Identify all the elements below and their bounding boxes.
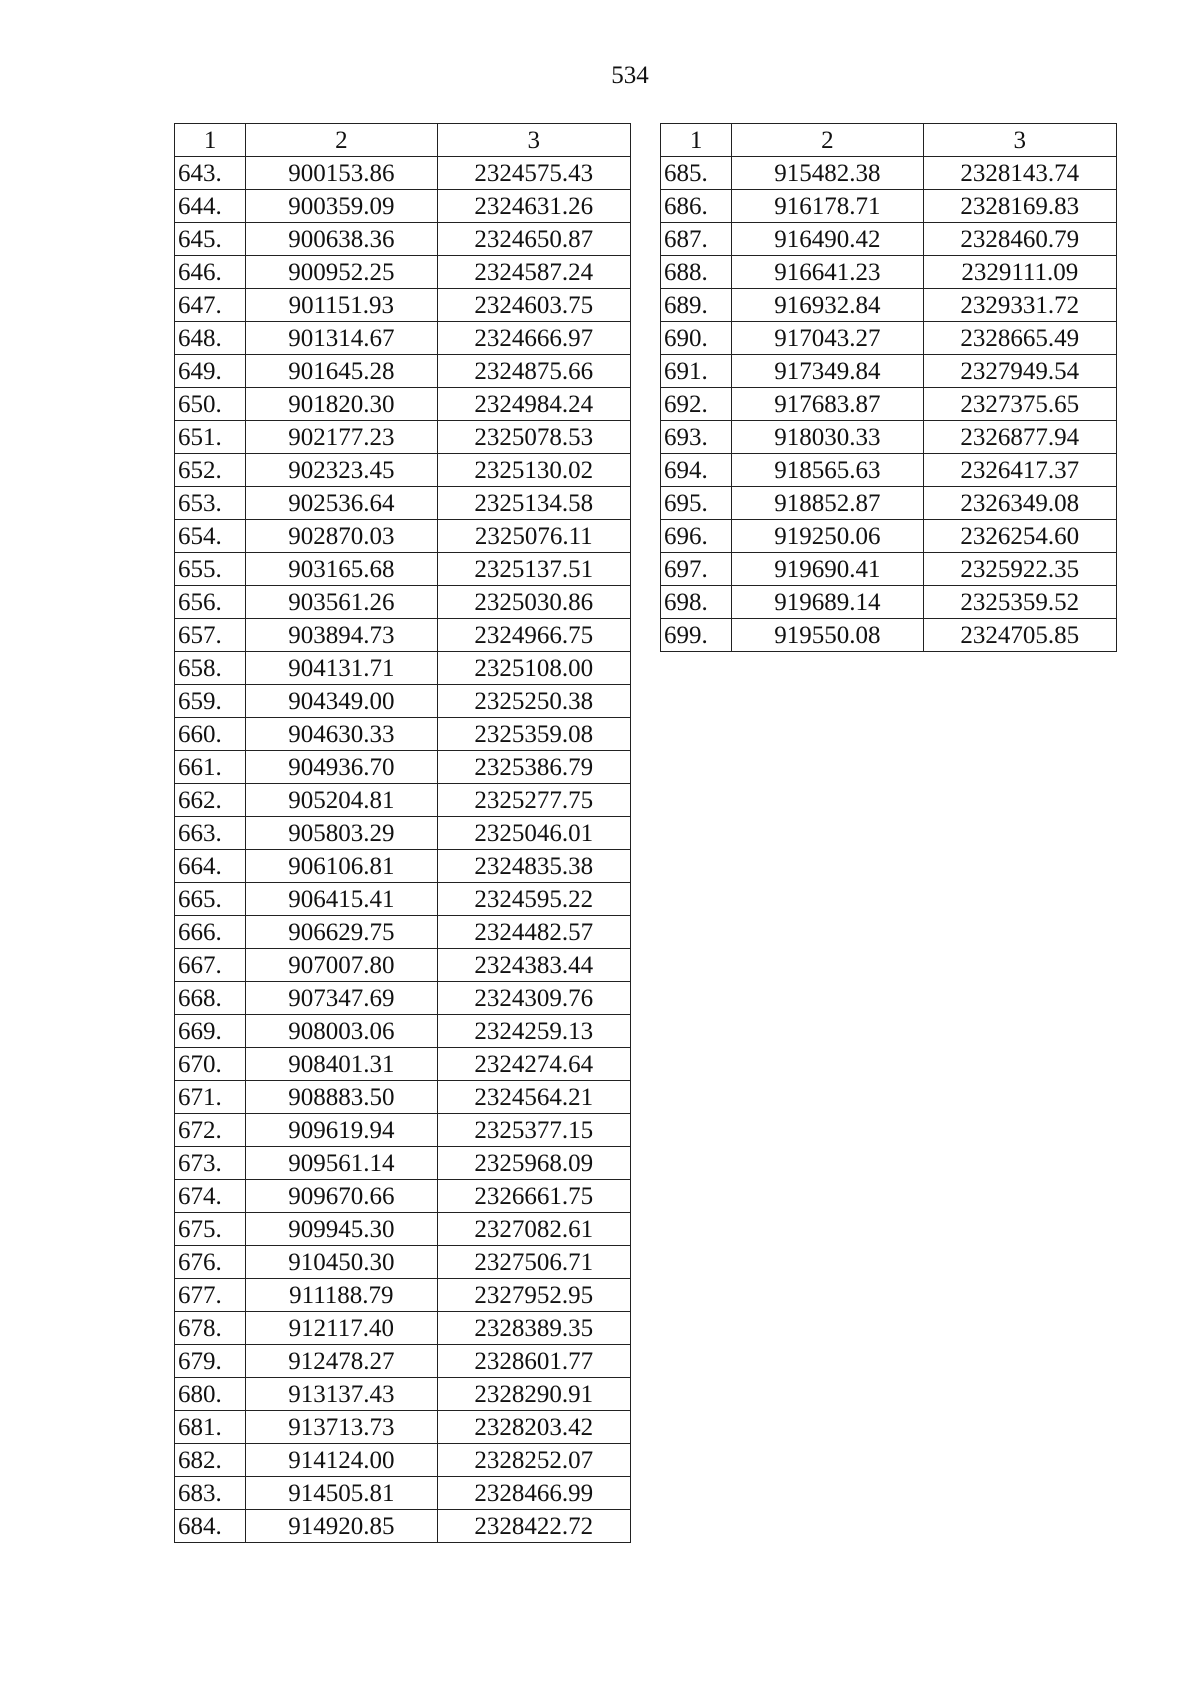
row-number-cell: 673. [175, 1147, 246, 1180]
row-number-cell: 652. [175, 454, 246, 487]
coordinate-y-cell: 2326661.75 [437, 1180, 630, 1213]
row-number-cell: 644. [175, 190, 246, 223]
coordinate-y-cell: 2329111.09 [923, 256, 1116, 289]
table-row [175, 586, 631, 619]
coordinate-y-cell: 2325386.79 [437, 751, 630, 784]
coordinate-x-cell: 907007.80 [246, 949, 437, 982]
page-number: 534 [611, 62, 649, 89]
table-row [175, 1378, 631, 1411]
coordinate-y-cell: 2328389.35 [437, 1312, 630, 1345]
table-row [175, 157, 631, 190]
table-row [661, 487, 1117, 520]
coordinate-x-cell: 914920.85 [246, 1510, 437, 1543]
coordinate-y-cell: 2327952.95 [437, 1279, 630, 1312]
table-row [175, 1312, 631, 1345]
row-number-cell: 643. [175, 157, 246, 190]
row-number-cell: 661. [175, 751, 246, 784]
coordinate-y-cell: 2324309.76 [437, 982, 630, 1015]
coordinate-x-cell: 908883.50 [246, 1081, 437, 1114]
coordinate-x-cell: 904936.70 [246, 751, 437, 784]
coordinates-table-left [174, 123, 631, 1543]
coordinate-x-cell: 917043.27 [732, 322, 923, 355]
row-number-cell: 649. [175, 355, 246, 388]
table-row [175, 421, 631, 454]
row-number-cell: 655. [175, 553, 246, 586]
row-number-cell: 676. [175, 1246, 246, 1279]
column-header-3: 3 [437, 124, 630, 157]
table-row [175, 982, 631, 1015]
coordinate-y-cell: 2325076.11 [437, 520, 630, 553]
row-number-cell: 686. [661, 190, 732, 223]
coordinate-y-cell: 2324705.85 [923, 619, 1116, 652]
row-number-cell: 693. [661, 421, 732, 454]
row-number-cell: 653. [175, 487, 246, 520]
coordinate-x-cell: 908003.06 [246, 1015, 437, 1048]
table-row [175, 718, 631, 751]
coordinate-y-cell: 2325046.01 [437, 817, 630, 850]
coordinates-table-right [660, 123, 1117, 652]
coordinate-y-cell: 2324564.21 [437, 1081, 630, 1114]
row-number-cell: 648. [175, 322, 246, 355]
coordinate-y-cell: 2324383.44 [437, 949, 630, 982]
coordinate-y-cell: 2327082.61 [437, 1213, 630, 1246]
table-row [175, 1510, 631, 1543]
coordinate-x-cell: 906415.41 [246, 883, 437, 916]
row-number-cell: 666. [175, 916, 246, 949]
table-row [175, 1444, 631, 1477]
row-number-cell: 657. [175, 619, 246, 652]
coordinate-x-cell: 902177.23 [246, 421, 437, 454]
coordinate-y-cell: 2325922.35 [923, 553, 1116, 586]
table-row [175, 553, 631, 586]
row-number-cell: 678. [175, 1312, 246, 1345]
coordinate-y-cell: 2324482.57 [437, 916, 630, 949]
coordinate-x-cell: 912117.40 [246, 1312, 437, 1345]
row-number-cell: 645. [175, 223, 246, 256]
coordinate-x-cell: 912478.27 [246, 1345, 437, 1378]
coordinate-y-cell: 2324875.66 [437, 355, 630, 388]
row-number-cell: 684. [175, 1510, 246, 1543]
row-number-cell: 682. [175, 1444, 246, 1477]
table-row [661, 619, 1117, 652]
coordinate-x-cell: 919250.06 [732, 520, 923, 553]
table-row [175, 1279, 631, 1312]
column-header-3: 3 [923, 124, 1116, 157]
row-number-cell: 651. [175, 421, 246, 454]
coordinate-x-cell: 902870.03 [246, 520, 437, 553]
coordinate-x-cell: 918030.33 [732, 421, 923, 454]
table-row [175, 388, 631, 421]
coordinate-y-cell: 2327375.65 [923, 388, 1116, 421]
table-row [175, 520, 631, 553]
table-row [661, 520, 1117, 553]
table-row [175, 817, 631, 850]
table-row [175, 223, 631, 256]
coordinate-y-cell: 2328665.49 [923, 322, 1116, 355]
coordinate-y-cell: 2328143.74 [923, 157, 1116, 190]
table-row [661, 388, 1117, 421]
coordinate-y-cell: 2325968.09 [437, 1147, 630, 1180]
row-number-cell: 681. [175, 1411, 246, 1444]
coordinate-x-cell: 916932.84 [732, 289, 923, 322]
coordinate-y-cell: 2328169.83 [923, 190, 1116, 223]
coordinate-y-cell: 2325108.00 [437, 652, 630, 685]
table-row [175, 1081, 631, 1114]
coordinate-y-cell: 2328466.99 [437, 1477, 630, 1510]
table-row [175, 883, 631, 916]
coordinate-x-cell: 916641.23 [732, 256, 923, 289]
table-row [175, 751, 631, 784]
coordinate-x-cell: 900153.86 [246, 157, 437, 190]
coordinate-y-cell: 2324595.22 [437, 883, 630, 916]
row-number-cell: 656. [175, 586, 246, 619]
table-row [661, 157, 1117, 190]
table-row [175, 256, 631, 289]
row-number-cell: 675. [175, 1213, 246, 1246]
coordinate-y-cell: 2328203.42 [437, 1411, 630, 1444]
row-number-cell: 692. [661, 388, 732, 421]
coordinate-x-cell: 915482.38 [732, 157, 923, 190]
coordinate-x-cell: 909561.14 [246, 1147, 437, 1180]
coordinate-y-cell: 2328422.72 [437, 1510, 630, 1543]
row-number-cell: 691. [661, 355, 732, 388]
row-number-cell: 674. [175, 1180, 246, 1213]
coordinate-x-cell: 914124.00 [246, 1444, 437, 1477]
row-number-cell: 680. [175, 1378, 246, 1411]
row-number-cell: 683. [175, 1477, 246, 1510]
coordinate-x-cell: 903561.26 [246, 586, 437, 619]
row-number-cell: 667. [175, 949, 246, 982]
table-row [175, 322, 631, 355]
table-row [175, 784, 631, 817]
coordinate-x-cell: 903894.73 [246, 619, 437, 652]
coordinate-y-cell: 2325134.58 [437, 487, 630, 520]
coordinate-y-cell: 2325359.08 [437, 718, 630, 751]
table-header-row [661, 124, 1117, 157]
row-number-cell: 672. [175, 1114, 246, 1147]
coordinate-y-cell: 2328252.07 [437, 1444, 630, 1477]
row-number-cell: 660. [175, 718, 246, 751]
coordinate-y-cell: 2327949.54 [923, 355, 1116, 388]
table-row [175, 916, 631, 949]
row-number-cell: 687. [661, 223, 732, 256]
row-number-cell: 688. [661, 256, 732, 289]
table-row [175, 619, 631, 652]
coordinate-x-cell: 906629.75 [246, 916, 437, 949]
coordinate-x-cell: 909945.30 [246, 1213, 437, 1246]
row-number-cell: 662. [175, 784, 246, 817]
coordinate-y-cell: 2325078.53 [437, 421, 630, 454]
row-number-cell: 659. [175, 685, 246, 718]
row-number-cell: 671. [175, 1081, 246, 1114]
table-row [175, 1246, 631, 1279]
row-number-cell: 689. [661, 289, 732, 322]
coordinate-y-cell: 2328290.91 [437, 1378, 630, 1411]
coordinate-y-cell: 2327506.71 [437, 1246, 630, 1279]
coordinate-y-cell: 2324835.38 [437, 850, 630, 883]
row-number-cell: 699. [661, 619, 732, 652]
table-row [661, 256, 1117, 289]
coordinate-x-cell: 914505.81 [246, 1477, 437, 1510]
coordinate-x-cell: 906106.81 [246, 850, 437, 883]
coordinate-x-cell: 908401.31 [246, 1048, 437, 1081]
coordinate-y-cell: 2326877.94 [923, 421, 1116, 454]
table-row [661, 586, 1117, 619]
coordinate-x-cell: 904630.33 [246, 718, 437, 751]
coordinate-x-cell: 903165.68 [246, 553, 437, 586]
row-number-cell: 658. [175, 652, 246, 685]
row-number-cell: 677. [175, 1279, 246, 1312]
coordinate-y-cell: 2324966.75 [437, 619, 630, 652]
table-row [175, 190, 631, 223]
coordinate-x-cell: 902536.64 [246, 487, 437, 520]
table-row [175, 289, 631, 322]
row-number-cell: 646. [175, 256, 246, 289]
coordinate-x-cell: 901314.67 [246, 322, 437, 355]
coordinate-x-cell: 904349.00 [246, 685, 437, 718]
coordinate-y-cell: 2324259.13 [437, 1015, 630, 1048]
column-header-1: 1 [175, 124, 246, 157]
coordinate-y-cell: 2324575.43 [437, 157, 630, 190]
coordinate-x-cell: 909619.94 [246, 1114, 437, 1147]
coordinate-y-cell: 2324650.87 [437, 223, 630, 256]
table-row [175, 1411, 631, 1444]
coordinate-x-cell: 900359.09 [246, 190, 437, 223]
coordinate-y-cell: 2326417.37 [923, 454, 1116, 487]
table-row [175, 355, 631, 388]
table-row [175, 1015, 631, 1048]
table-row [661, 289, 1117, 322]
table-row [175, 685, 631, 718]
column-header-2: 2 [732, 124, 923, 157]
row-number-cell: 665. [175, 883, 246, 916]
coordinate-y-cell: 2324666.97 [437, 322, 630, 355]
coordinate-x-cell: 910450.30 [246, 1246, 437, 1279]
table-row [661, 322, 1117, 355]
table-row [661, 190, 1117, 223]
table-row [175, 652, 631, 685]
row-number-cell: 685. [661, 157, 732, 190]
coordinate-y-cell: 2325130.02 [437, 454, 630, 487]
coordinate-y-cell: 2325250.38 [437, 685, 630, 718]
coordinate-x-cell: 905803.29 [246, 817, 437, 850]
row-number-cell: 647. [175, 289, 246, 322]
coordinate-x-cell: 902323.45 [246, 454, 437, 487]
coordinate-x-cell: 913137.43 [246, 1378, 437, 1411]
table-row [661, 355, 1117, 388]
table-row [175, 1180, 631, 1213]
coordinate-x-cell: 901645.28 [246, 355, 437, 388]
table-row [175, 487, 631, 520]
coordinate-x-cell: 900638.36 [246, 223, 437, 256]
table-row [175, 1477, 631, 1510]
column-header-2: 2 [246, 124, 437, 157]
table-row [661, 223, 1117, 256]
table-row [175, 1345, 631, 1378]
row-number-cell: 664. [175, 850, 246, 883]
coordinate-x-cell: 917349.84 [732, 355, 923, 388]
coordinate-y-cell: 2326254.60 [923, 520, 1116, 553]
coordinate-x-cell: 901151.93 [246, 289, 437, 322]
coordinate-x-cell: 917683.87 [732, 388, 923, 421]
coordinate-x-cell: 913713.73 [246, 1411, 437, 1444]
coordinate-y-cell: 2325377.15 [437, 1114, 630, 1147]
coordinate-x-cell: 900952.25 [246, 256, 437, 289]
table-row [175, 1213, 631, 1246]
table-row [175, 850, 631, 883]
coordinate-y-cell: 2324587.24 [437, 256, 630, 289]
row-number-cell: 694. [661, 454, 732, 487]
coordinate-y-cell: 2328460.79 [923, 223, 1116, 256]
row-number-cell: 650. [175, 388, 246, 421]
coordinate-x-cell: 911188.79 [246, 1279, 437, 1312]
table-row [175, 1114, 631, 1147]
row-number-cell: 690. [661, 322, 732, 355]
table-row [175, 949, 631, 982]
row-number-cell: 697. [661, 553, 732, 586]
row-number-cell: 663. [175, 817, 246, 850]
coordinate-y-cell: 2325359.52 [923, 586, 1116, 619]
row-number-cell: 698. [661, 586, 732, 619]
table-row [175, 1048, 631, 1081]
row-number-cell: 654. [175, 520, 246, 553]
coordinate-y-cell: 2326349.08 [923, 487, 1116, 520]
coordinate-y-cell: 2329331.72 [923, 289, 1116, 322]
coordinate-y-cell: 2324274.64 [437, 1048, 630, 1081]
column-header-1: 1 [661, 124, 732, 157]
table-row [661, 421, 1117, 454]
coordinate-y-cell: 2325030.86 [437, 586, 630, 619]
coordinate-x-cell: 919689.14 [732, 586, 923, 619]
coordinate-y-cell: 2324631.26 [437, 190, 630, 223]
coordinate-x-cell: 907347.69 [246, 982, 437, 1015]
coordinate-x-cell: 901820.30 [246, 388, 437, 421]
coordinate-x-cell: 916178.71 [732, 190, 923, 223]
coordinate-x-cell: 919690.41 [732, 553, 923, 586]
coordinate-y-cell: 2324603.75 [437, 289, 630, 322]
coordinate-x-cell: 919550.08 [732, 619, 923, 652]
coordinate-x-cell: 905204.81 [246, 784, 437, 817]
table-row [661, 454, 1117, 487]
row-number-cell: 668. [175, 982, 246, 1015]
row-number-cell: 669. [175, 1015, 246, 1048]
row-number-cell: 695. [661, 487, 732, 520]
table-row [175, 454, 631, 487]
coordinate-x-cell: 904131.71 [246, 652, 437, 685]
coordinate-x-cell: 918852.87 [732, 487, 923, 520]
row-number-cell: 696. [661, 520, 732, 553]
coordinate-y-cell: 2325277.75 [437, 784, 630, 817]
coordinate-y-cell: 2324984.24 [437, 388, 630, 421]
table-header-row [175, 124, 631, 157]
row-number-cell: 679. [175, 1345, 246, 1378]
coordinate-x-cell: 918565.63 [732, 454, 923, 487]
table-row [661, 553, 1117, 586]
row-number-cell: 670. [175, 1048, 246, 1081]
coordinate-y-cell: 2328601.77 [437, 1345, 630, 1378]
coordinate-y-cell: 2325137.51 [437, 553, 630, 586]
coordinate-x-cell: 916490.42 [732, 223, 923, 256]
coordinate-x-cell: 909670.66 [246, 1180, 437, 1213]
table-row [175, 1147, 631, 1180]
